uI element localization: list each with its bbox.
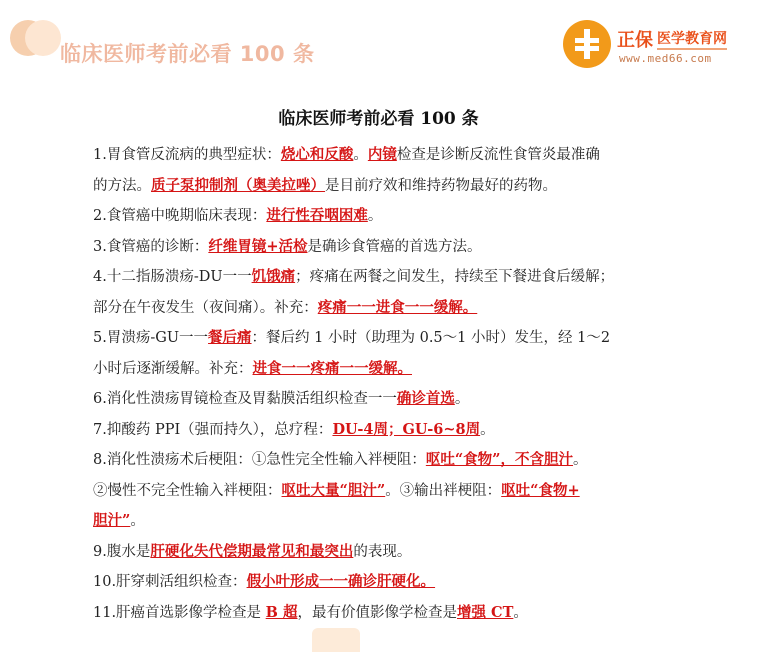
- text-segment: ；疼痛在两餐之间发生，持续至下餐进食后缓解；: [295, 269, 615, 285]
- text-line: [93, 323, 658, 354]
- text-segment: 4.十二指肠溃疡-DU一一: [93, 269, 252, 285]
- highlighted-text: B 超: [265, 603, 298, 621]
- text-segment: 。: [130, 513, 145, 529]
- highlighted-text: DU-4周；GU-6~8周: [332, 420, 481, 438]
- logo-url: www.med66.com: [619, 52, 712, 65]
- highlighted-text: 疼痛一一进食一一缓解。: [317, 298, 478, 316]
- text-segment: 8.消化性溃疡术后梗阻：①急性完全性输入袢梗阻：: [93, 452, 426, 468]
- text-line: [93, 384, 658, 415]
- text-line: [93, 171, 658, 202]
- decorative-circle-icon: [25, 20, 61, 56]
- text-segment: 小时后逐渐缓解。补充：: [93, 360, 253, 377]
- text-segment: 3.食管癌的诊断：: [93, 238, 209, 255]
- document-title: 临床医师考前必看 100 条: [278, 109, 479, 129]
- text-segment: 5.胃溃疡-GU一一: [93, 330, 209, 346]
- text-segment: 是目前疗效和维持药物最好的药物。: [325, 177, 557, 194]
- text-line: [93, 232, 658, 263]
- text-segment: 。: [573, 452, 588, 468]
- highlighted-text: 质子泵抑制剂（奥美拉唑）: [151, 176, 325, 194]
- logo-subtitle: 医学教育网: [657, 28, 727, 50]
- text-segment: 1.胃食管反流病的典型症状：: [93, 147, 281, 163]
- text-line: [93, 201, 658, 232]
- text-segment: 11.肝癌首选影像学检查是: [93, 604, 266, 621]
- highlighted-text: 饥饿痛: [251, 268, 296, 285]
- text-line: [93, 262, 658, 293]
- logo-brand: 正保: [617, 30, 653, 51]
- text-line: [93, 140, 658, 171]
- text-line: [93, 506, 658, 537]
- highlighted-text: 餐后痛: [208, 329, 252, 346]
- text-segment: 。: [454, 391, 470, 407]
- text-segment: 2.食管癌中晚期临床表现：: [93, 208, 267, 224]
- document-body: [93, 140, 658, 628]
- text-segment: 6.消化性溃疡胃镜检查及胃黏膜活组织检查一一: [93, 391, 397, 407]
- text-segment: 。: [353, 147, 368, 163]
- text-line: [93, 537, 658, 568]
- text-segment: 部分在午夜发生（夜间痛）。补充：: [93, 299, 318, 316]
- text-segment: 。: [480, 421, 495, 438]
- text-segment: 7.抑酸药 PPI（强而持久），总疗程：: [93, 421, 333, 438]
- text-line: [93, 476, 658, 507]
- highlighted-text: 确诊首选: [396, 390, 455, 407]
- text-segment: ②慢性不完全性输入袢梗阻：: [93, 482, 282, 499]
- text-line: [93, 293, 658, 324]
- highlighted-text: 增强 CT: [456, 603, 514, 621]
- highlighted-text: 进食一一疼痛一一缓解。: [252, 359, 412, 377]
- text-line: [93, 567, 658, 598]
- highlighted-text: 烧心和反酸: [280, 146, 354, 163]
- header-title: 临床医师考前必看 100 条: [60, 42, 315, 66]
- highlighted-text: 呕吐大量“胆汁”: [281, 481, 386, 499]
- text-segment: 。: [367, 208, 383, 224]
- highlighted-text: 纤维胃镜+活检: [208, 237, 308, 255]
- watermark-shape: [312, 628, 360, 652]
- highlighted-text: 内镜: [367, 146, 397, 163]
- text-segment: 10.肝穿刺活组织检查：: [93, 574, 247, 590]
- text-line: [93, 415, 658, 446]
- highlighted-text: 假小叶形成一一确诊肝硬化。: [246, 573, 436, 590]
- highlighted-text: 呕吐“食物”，不含胆汁: [425, 451, 574, 468]
- text-segment: 9.腹水是: [93, 543, 151, 560]
- med66-logo[interactable]: [563, 20, 753, 72]
- highlighted-text: 呕吐“食物+: [501, 481, 580, 499]
- highlighted-text: 胆汁”: [93, 512, 131, 529]
- text-segment: 。③输出袢梗阻：: [385, 482, 502, 499]
- text-segment: 的表现。: [353, 543, 412, 560]
- logo-cross-icon: [563, 20, 611, 68]
- text-segment: 。: [513, 604, 528, 621]
- text-segment: ：餐后约 1 小时（助理为 0.5～1 小时）发生，经 1～2: [251, 330, 611, 346]
- text-segment: 的方法。: [93, 177, 151, 194]
- highlighted-text: 进行性吞咽困难: [266, 207, 368, 224]
- text-segment: 检查是诊断反流性食管炎最准确: [396, 147, 600, 163]
- text-line: [93, 354, 658, 385]
- text-line: [93, 598, 658, 629]
- text-segment: ，最有价值影像学检查是: [297, 604, 457, 621]
- page-header: [0, 0, 757, 90]
- highlighted-text: 肝硬化失代偿期最常见和最突出: [150, 542, 354, 560]
- text-line: [93, 445, 658, 476]
- text-segment: 是确诊食管癌的首选方法。: [307, 238, 482, 255]
